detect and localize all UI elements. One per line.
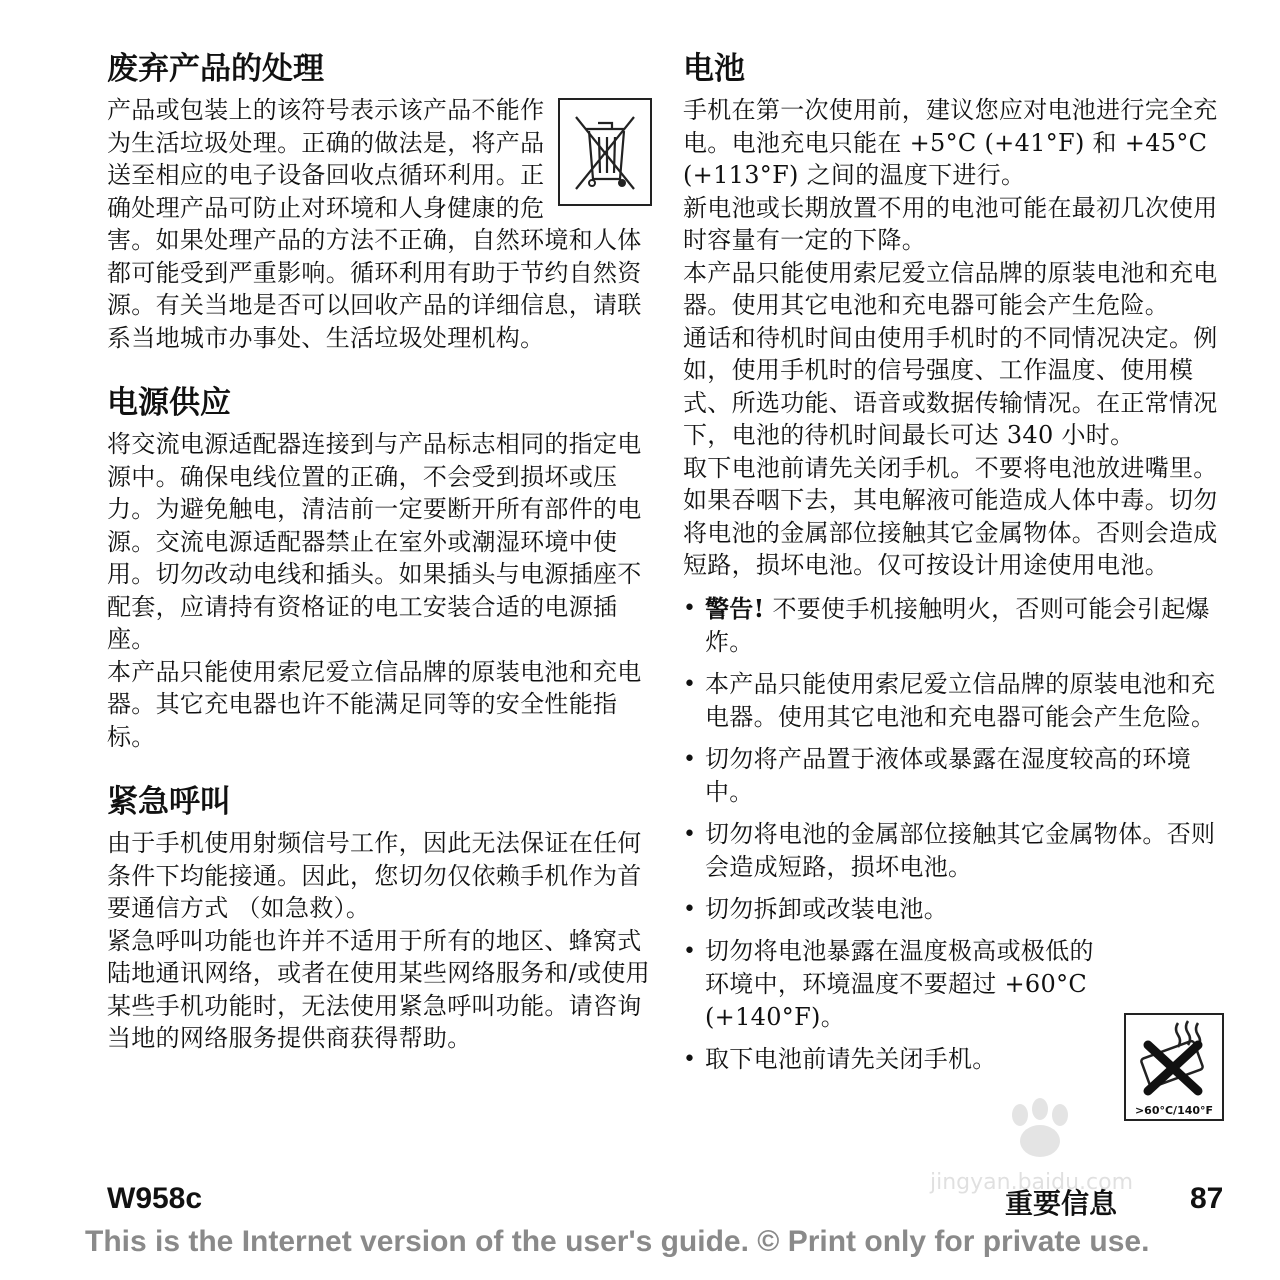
list-item: [683, 893, 1228, 926]
list-item-text: 切勿将产品置于液体或暴露在湿度较高的环境中。: [705, 744, 1191, 806]
footer-section-name: 重要信息: [1005, 1187, 1118, 1220]
list-item-text: 本产品只能使用索尼爱立信品牌的原装电池和充电器。使用其它电池和充电器可能会产生危险。: [705, 669, 1216, 731]
battery-paragraph-3: 本产品只能使用索尼爱立信品牌的原装电池和充电器。使用其它电池和充电器可能会产生危险。: [683, 258, 1218, 319]
section-title-emergency-calls: 紧急呼叫: [107, 784, 231, 820]
watermark-text: jingyan.baidu.com: [930, 1170, 1134, 1195]
list-item: [683, 743, 1228, 809]
page-number: 87: [1190, 1182, 1224, 1215]
battery-paragraph-2: 新电池或长期放置不用的电池可能在最初几次使用时容量有一定的下降。: [683, 193, 1218, 254]
emergency-paragraph-1: 由于手机使用射频信号工作，因此无法保证在任何条件下均能接通。因此，您切勿仅依赖手机作为首要通信方式 （如急救）。: [107, 829, 642, 922]
list-item: [683, 668, 1228, 734]
list-item: [683, 818, 1228, 884]
temperature-limit-label: >60°C/140°F: [1134, 1104, 1214, 1117]
battery-heat-warning-symbol: [1124, 1013, 1224, 1121]
battery-paragraph-5: 取下电池前请先关闭手机。不要将电池放进嘴里。如果吞咽下去，其电解液可能造成人体中毒。切勿将电池的金属部位接触其它金属物体。否则会造成短路，损坏电池。仅可按设计用途使用电池。: [683, 453, 1218, 579]
list-item-text: 切勿将电池的金属部位接触其它金属物体。否则会造成短路，损坏电池。: [705, 819, 1216, 881]
footer-model-name: W958c: [107, 1182, 203, 1215]
warning-label: 警告!: [705, 593, 765, 623]
list-item: [683, 592, 1228, 659]
section-title-power-supply: 电源供应: [107, 385, 231, 421]
power-supply-paragraph-2: 本产品只能使用索尼爱立信品牌的原装电池和充电器。其它充电器也许不能满足同等的安全性能指标。: [107, 657, 642, 751]
crossed-out-wheelie-bin-icon: [570, 107, 640, 197]
list-item-text: 切勿将电池暴露在温度极高或极低的环境中，环境温度不要超过 +60°C (+140°F)。: [705, 936, 1094, 1031]
battery-paragraph-1: 手机在第一次使用前，建议您应对电池进行完全充电。电池充电只能在 +5°C (+41°F) 和 +45°C (+113°F) 之间的温度下进行。: [683, 96, 1218, 189]
wheelie-bin-symbol: [558, 98, 652, 206]
list-item-text: 不要使手机接触明火，否则可能会引起爆炸。: [705, 594, 1210, 656]
list-item-text: 取下电池前请先关闭手机。: [705, 1044, 997, 1073]
disposal-paragraph: 产品或包装上的该符号表示该产品不能作为生活垃圾处理。正确的做法是，将产品送至相应的电子设备回收点循环利用。正确处理产品可防止对环境和人身健康的危害。如果处理产品的方法不正确，自然环境和人体都可能受到严重影响。循环利用有助于节约自然资源。有关当地是否可以回收产品的详细信息，请联系当地城市办事处、生活垃圾处理机构。: [107, 96, 642, 352]
section-emergency-calls: [107, 783, 652, 1055]
section-power-supply: [107, 384, 652, 753]
left-column: [107, 50, 652, 1085]
battery-paragraph-4: 通话和待机时间由使用手机时的不同情况决定。例如，使用手机时的信号强度、工作温度、使用模式、所选功能、语音或数据传输情况。在正常情况下，电池的待机时间最长可达 340 小时。: [683, 323, 1218, 449]
battery-heat-warning-icon: [1126, 1015, 1222, 1101]
list-item-text: 切勿拆卸或改装电池。: [705, 894, 948, 923]
section-title-disposal: 废弃产品的处理: [107, 51, 324, 87]
battery-safety-list: [683, 592, 1228, 1076]
section-disposal: [107, 50, 652, 354]
print-disclaimer: This is the Internet version of the user's guide. © Print only for private use.: [85, 1225, 1150, 1258]
right-column: [683, 50, 1228, 1085]
section-title-battery: 电池: [683, 51, 745, 87]
emergency-paragraph-2: 紧急呼叫功能也许并不适用于所有的地区、蜂窝式陆地通讯网络，或者在使用某些网络服务和/或使用某些手机功能时，无法使用紧急呼叫功能。请咨询当地的网络服务提供商获得帮助。: [107, 926, 650, 1052]
power-supply-paragraph-1: 将交流电源适配器连接到与产品标志相同的指定电源中。确保电线位置的正确，不会受到损坏或压力。为避免触电，清洁前一定要断开所有部件的电源。交流电源适配器禁止在室外或潮湿环境中使用。切勿改动电线和插头。如果插头与电源插座不配套，应请持有资格证的电工安装合适的电源插座。: [107, 430, 642, 653]
